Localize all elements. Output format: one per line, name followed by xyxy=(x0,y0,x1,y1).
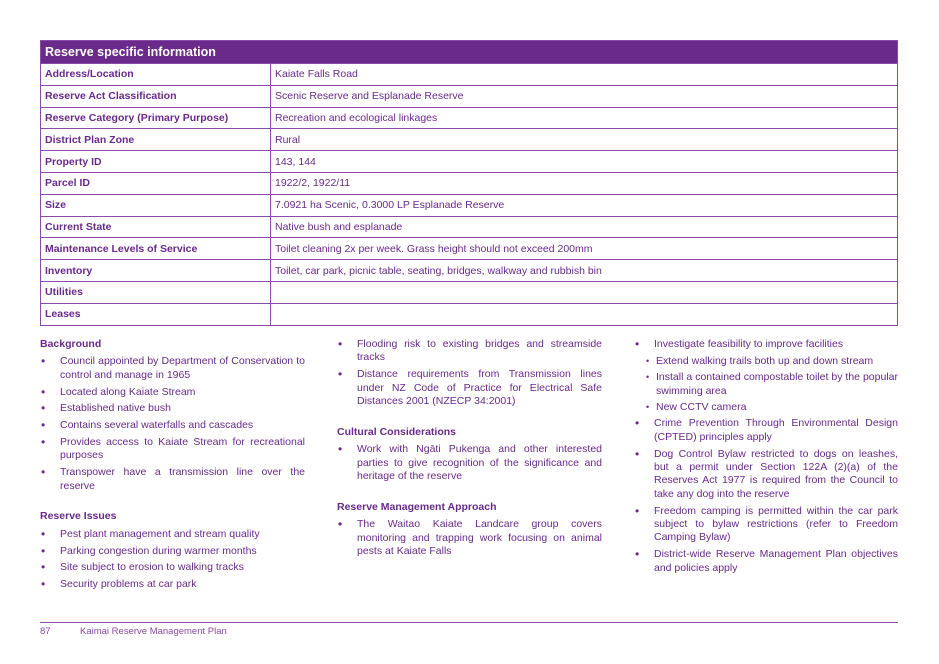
row-value: 143, 144 xyxy=(271,151,898,173)
approach-continued-list xyxy=(634,338,898,351)
table-row xyxy=(41,260,898,282)
list-item: • Site subject to erosion to walking tracks xyxy=(40,561,305,574)
list-item: • Freedom camping is permitted within the car park subject to bylaw restrictions (refer to Freedom Camping Bylaw) xyxy=(634,505,898,545)
list-item: • Distance requirements from Transmission lines under NZ Code of Practice for Electrical Safe Distances 2001 (NZECP 34:2001) xyxy=(337,368,602,408)
row-label: Reserve Act Classification xyxy=(41,85,271,107)
column-left xyxy=(40,338,305,595)
list-item: • Flooding risk to existing bridges and streamside tracks xyxy=(337,338,602,365)
list-item: • New CCTV camera xyxy=(634,401,898,414)
row-value: Scenic Reserve and Esplanade Reserve xyxy=(271,85,898,107)
table-title: Reserve specific information xyxy=(41,41,898,64)
row-label: Size xyxy=(41,194,271,216)
issues-heading: Reserve Issues xyxy=(40,510,117,523)
row-label: Inventory xyxy=(41,260,271,282)
row-label: Current State xyxy=(41,216,271,238)
row-value: Kaiate Falls Road xyxy=(271,64,898,86)
list-item: • Investigate feasibility to improve facilities xyxy=(634,338,898,351)
reserve-info-table xyxy=(40,40,898,326)
table-row xyxy=(41,303,898,325)
row-label: Address/Location xyxy=(41,64,271,86)
approach-rest-list xyxy=(634,417,898,575)
row-value: Native bush and esplanade xyxy=(271,216,898,238)
row-value: 1922/2, 1922/11 xyxy=(271,172,898,194)
list-item: • Install a contained compostable toilet by the popular swimming area xyxy=(634,371,898,398)
list-item: • Extend walking trails both up and down stream xyxy=(634,355,898,368)
table-row xyxy=(41,64,898,86)
cultural-list xyxy=(337,443,602,483)
background-list xyxy=(40,355,305,493)
list-item: • Security problems at car park xyxy=(40,578,305,591)
issues-list xyxy=(40,528,305,592)
list-item: • Contains several waterfalls and cascades xyxy=(40,419,305,432)
table-row xyxy=(41,85,898,107)
list-item: • District-wide Reserve Management Plan objectives and policies apply xyxy=(634,548,898,575)
list-item: • Council appointed by Department of Conservation to control and manage in 1965 xyxy=(40,355,305,382)
list-item: • Pest plant management and stream quality xyxy=(40,528,305,541)
cultural-heading: Cultural Considerations xyxy=(337,425,457,438)
row-label: Reserve Category (Primary Purpose) xyxy=(41,107,271,129)
row-value: Recreation and ecological linkages xyxy=(271,107,898,129)
list-item: • Dog Control Bylaw restricted to dogs on leashes, but a permit under Section 122A (2)(a) of the Reserves Act 1977 is required from the Council to take any dog into the reserve xyxy=(634,448,898,502)
list-item: • Established native bush xyxy=(40,402,305,415)
list-item: • Located along Kaiate Stream xyxy=(40,386,305,399)
approach-list xyxy=(337,518,602,558)
row-value: Rural xyxy=(271,129,898,151)
footer-divider xyxy=(40,622,898,623)
table-row xyxy=(41,151,898,173)
row-label: Leases xyxy=(41,303,271,325)
table-row xyxy=(41,194,898,216)
list-item: • Crime Prevention Through Environmental Design (CPTED) principles apply xyxy=(634,417,898,444)
row-value xyxy=(271,303,898,325)
column-right xyxy=(634,338,898,578)
row-value xyxy=(271,281,898,303)
column-middle xyxy=(337,338,602,562)
list-item: • Parking congestion during warmer months xyxy=(40,545,305,558)
table-row xyxy=(41,238,898,260)
footer-title: Kaimai Reserve Management Plan xyxy=(80,626,227,637)
list-item: • The Waitao Kaiate Landcare group covers monitoring and trapping work focusing on animal pests at Kaiate Falls xyxy=(337,518,602,558)
issues-continued-list xyxy=(337,338,602,408)
table-row xyxy=(41,281,898,303)
row-label: Maintenance Levels of Service xyxy=(41,238,271,260)
list-item: • Transpower have a transmission line over the reserve xyxy=(40,466,305,493)
row-value: 7.0921 ha Scenic, 0.3000 LP Esplanade Reserve xyxy=(271,194,898,216)
row-label: Property ID xyxy=(41,151,271,173)
page-number: 87 xyxy=(40,626,51,637)
table-row xyxy=(41,216,898,238)
table-row xyxy=(41,107,898,129)
background-heading: Background xyxy=(40,338,102,350)
approach-heading: Reserve Management Approach xyxy=(337,500,497,513)
list-item: • Provides access to Kaiate Stream for recreational purposes xyxy=(40,436,305,463)
row-value: Toilet, car park, picnic table, seating, bridges, walkway and rubbish bin xyxy=(271,260,898,282)
row-label: Parcel ID xyxy=(41,172,271,194)
table-row xyxy=(41,129,898,151)
list-item: • Work with Ngāti Pukenga and other interested parties to give recognition of the significance and heritage of the reserve xyxy=(337,443,602,483)
row-label: District Plan Zone xyxy=(41,129,271,151)
table-row xyxy=(41,172,898,194)
row-label: Utilities xyxy=(41,281,271,303)
facilities-sub-list xyxy=(634,355,898,415)
row-value: Toilet cleaning 2x per week. Grass height should not exceed 200mm xyxy=(271,238,898,260)
